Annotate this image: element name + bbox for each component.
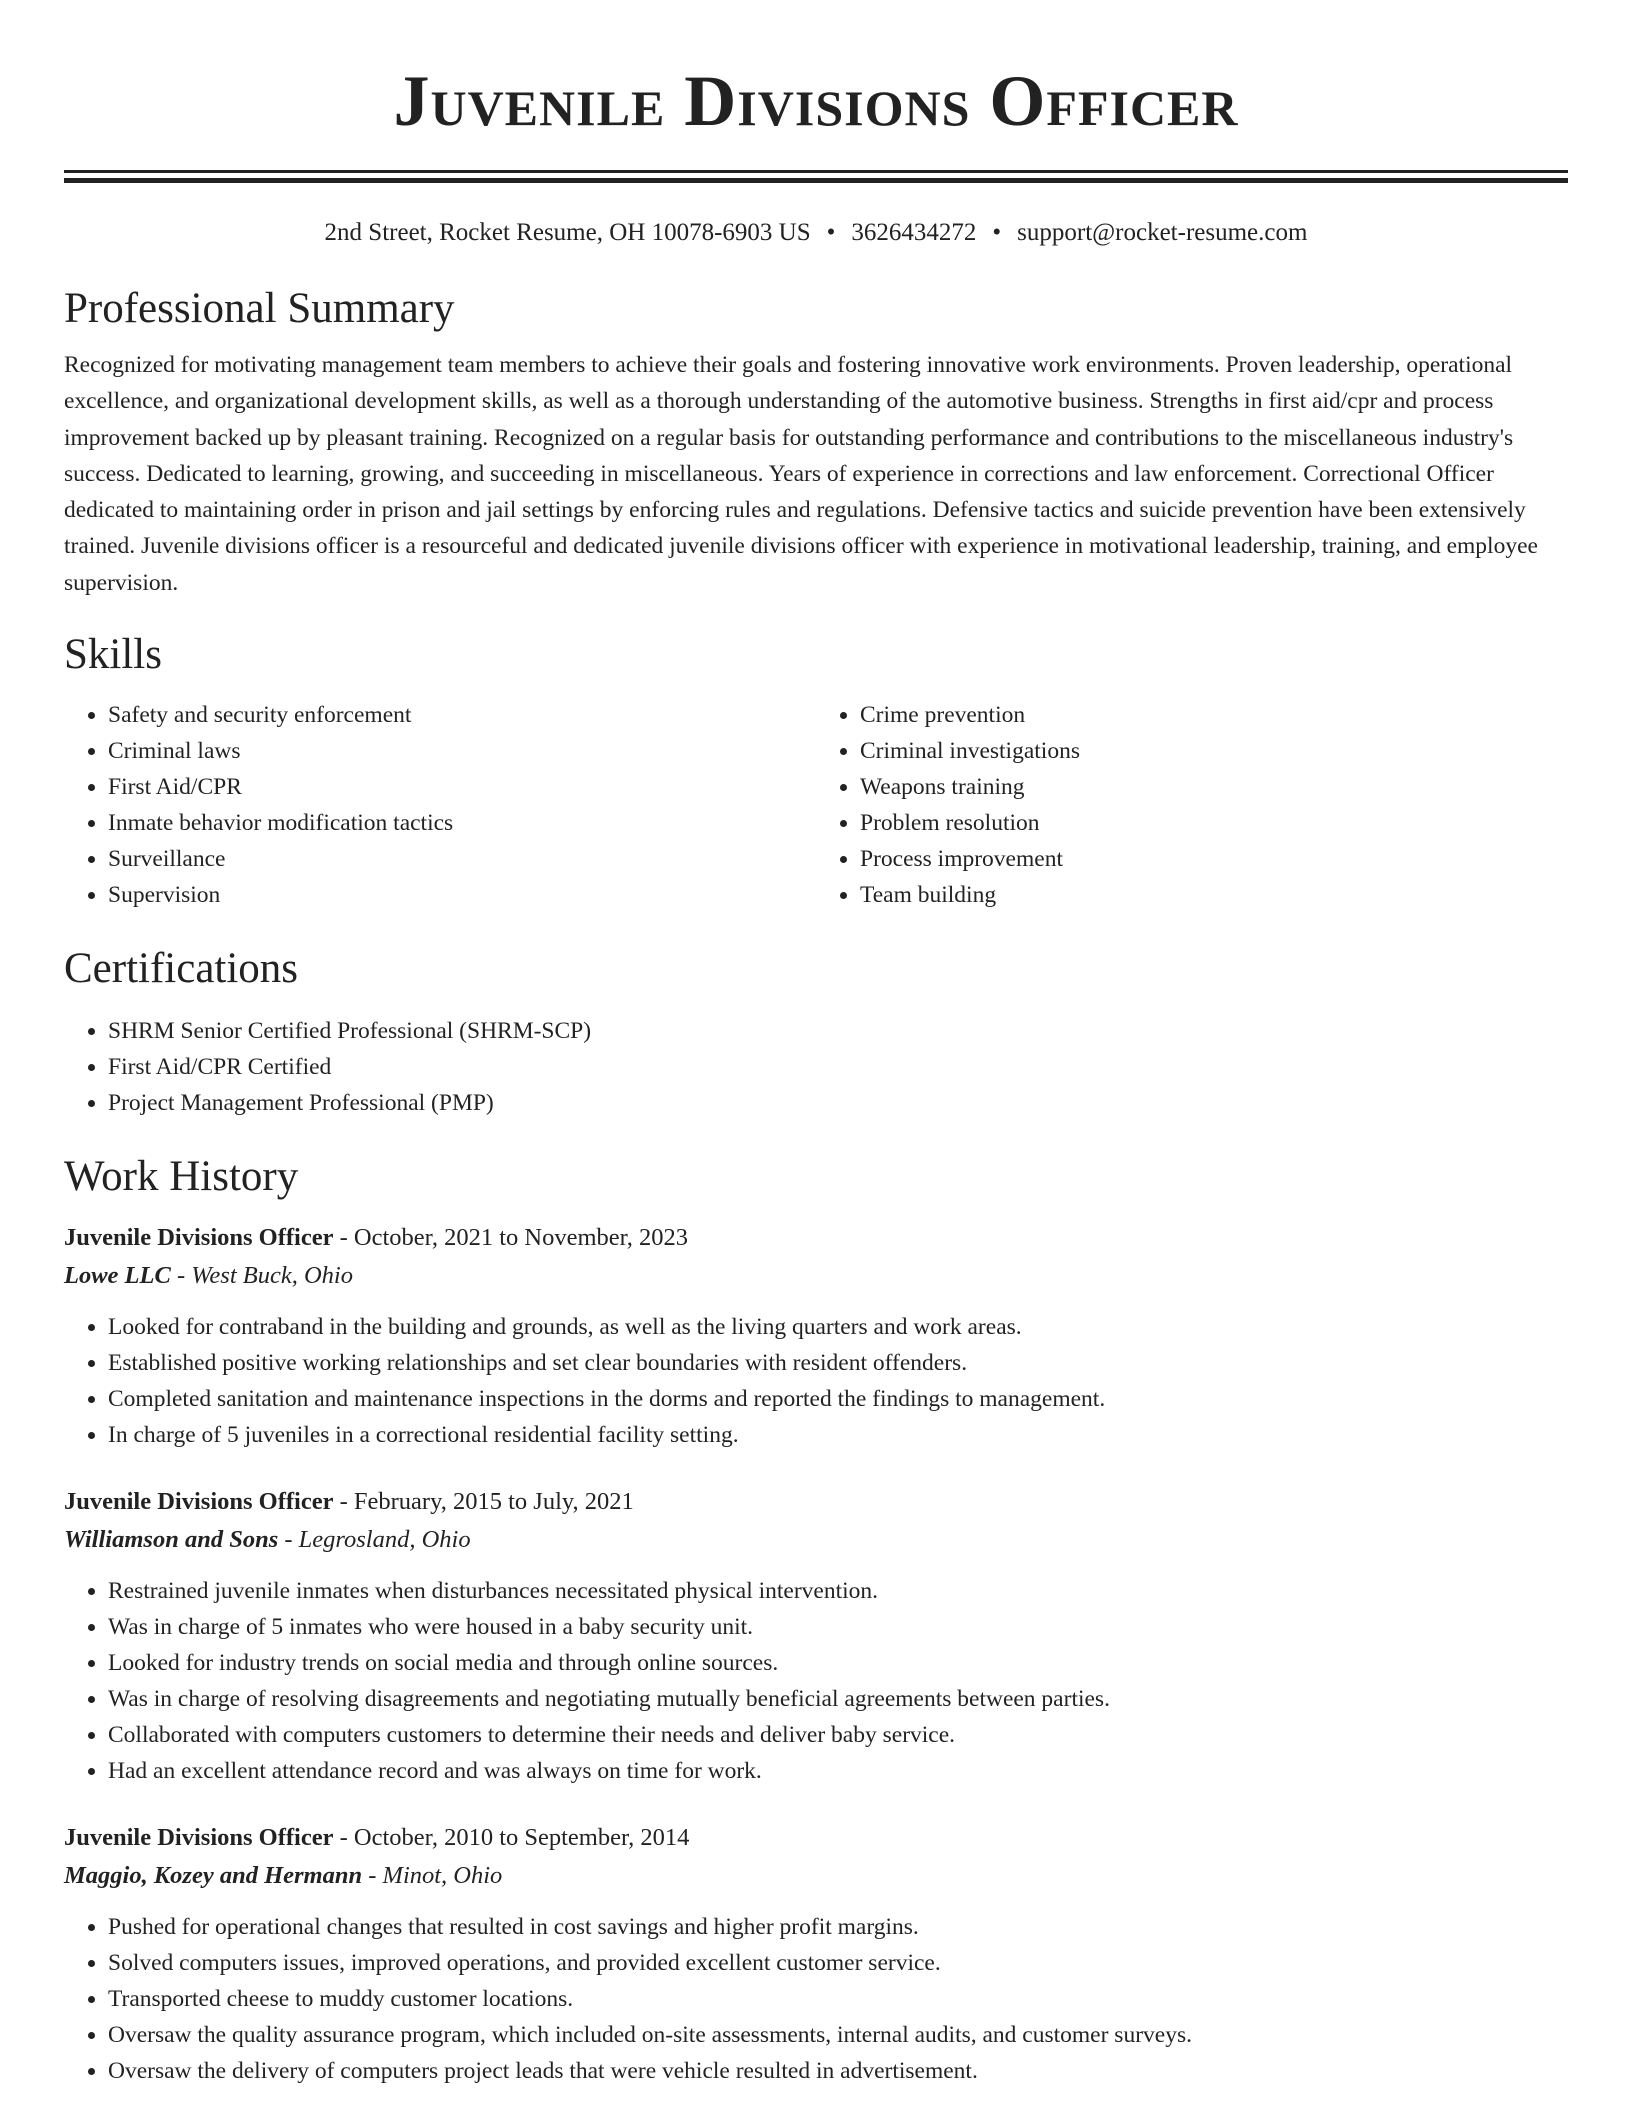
skill-item: • Inmate behavior modification tactics: [108, 805, 816, 841]
job-duty: • Restrained juvenile inmates when disturbances necessitated physical intervention.: [108, 1573, 1568, 1609]
resume-title: Juvenile Divisions Officer: [393, 61, 1239, 141]
skill-item: • Criminal laws: [108, 733, 816, 769]
certification-item: • SHRM Senior Certified Professional (SHRM-SCP): [108, 1013, 1568, 1049]
job-dates: - February, 2015 to July, 2021: [333, 1488, 634, 1516]
skill-item: • Safety and security enforcement: [108, 697, 816, 733]
skill-item: • Supervision: [108, 877, 816, 913]
job-title: Juvenile Divisions Officer: [64, 1824, 334, 1852]
certification-item: • Project Management Professional (PMP): [108, 1085, 1568, 1121]
contact-separator: •: [826, 219, 836, 246]
job-duty: • Was in charge of 5 inmates who were housed in a baby security unit.: [108, 1609, 1568, 1645]
job-header: [64, 1819, 1568, 1857]
job-entry: [64, 1819, 1568, 2089]
job-duties: [64, 1573, 1568, 1789]
job-duty: • Completed sanitation and maintenance inspections in the dorms and reported the findings to management.: [108, 1381, 1568, 1417]
skill-item: • First Aid/CPR: [108, 769, 816, 805]
job-duties: [64, 1909, 1568, 2089]
skill-item: • Surveillance: [108, 841, 816, 877]
skills-heading: Skills: [64, 631, 162, 679]
certifications-list: [64, 1013, 1568, 1121]
job-title: Juvenile Divisions Officer: [64, 1488, 334, 1516]
work-history-heading: Work History: [64, 1153, 299, 1201]
job-employer: [64, 1857, 1568, 1895]
summary-text: Recognized for motivating management team members to achieve their goals and fostering innovative work environments. Proven leadership, operational excellence, and organizational development skills, as well as a thorough understanding of the automotive business. Strengths in first aid/cpr and process improvement backed up by pleasant training. Recognized on a regular basis for outstanding performance and contributions to the miscellaneous industry's success. Dedicated to learning, growing, and succeeding in miscellaneous. Years of experience in corrections and law enforcement. Correctional Officer dedicated to maintaining order in prison and jail settings by enforcing rules and regulations. Defensive tactics and suicide prevention have been extensively trained. Juvenile divisions officer is a resourceful and dedicated juvenile divisions officer with experience in motivational leadership, training, and employee supervision.: [64, 352, 1538, 596]
job-duty: • Looked for contraband in the building and grounds, as well as the living quarters and work areas.: [108, 1309, 1568, 1345]
job-duty: • Pushed for operational changes that resulted in cost savings and higher profit margins.: [108, 1909, 1568, 1945]
skills-list-left: [64, 697, 816, 913]
job-duty: • Oversaw the delivery of computers project leads that were vehicle resulted in advertisement.: [108, 2053, 1568, 2089]
job-company: Williamson and Sons: [64, 1526, 279, 1554]
job-duty: • Oversaw the quality assurance program, which included on-site assessments, internal audits, and customer surveys.: [108, 2017, 1568, 2053]
job-location: - West Buck, Ohio: [170, 1262, 353, 1290]
skill-item: • Crime prevention: [860, 697, 1568, 733]
job-duty: • Transported cheese to muddy customer locations.: [108, 1981, 1568, 2017]
skill-item: • Weapons training: [860, 769, 1568, 805]
contact-address: 2nd Street, Rocket Resume, OH 10078-6903 US: [324, 219, 811, 246]
skill-item: • Criminal investigations: [860, 733, 1568, 769]
job-duty: • In charge of 5 juveniles in a correctional residential facility setting.: [108, 1417, 1568, 1453]
title-divider-thick: [64, 178, 1568, 183]
job-header: [64, 1219, 1568, 1257]
job-duty: • Was in charge of resolving disagreements and negotiating mutually beneficial agreements between parties.: [108, 1681, 1568, 1717]
job-duty: • Collaborated with computers customers to determine their needs and deliver baby service.: [108, 1717, 1568, 1753]
skill-item: • Team building: [860, 877, 1568, 913]
job-title: Juvenile Divisions Officer: [64, 1224, 334, 1252]
skill-item: • Process improvement: [860, 841, 1568, 877]
contact-line: [64, 215, 1568, 251]
title-divider-thin: [64, 170, 1568, 173]
job-employer: [64, 1521, 1568, 1559]
job-duty: • Looked for industry trends on social media and through online sources.: [108, 1645, 1568, 1681]
job-entry: [64, 1483, 1568, 1789]
contact-phone: 3626434272: [851, 219, 977, 246]
job-employer: [64, 1257, 1568, 1295]
job-duty: • Had an excellent attendance record and was always on time for work.: [108, 1753, 1568, 1789]
job-header: [64, 1483, 1568, 1521]
job-duties: [64, 1309, 1568, 1453]
job-location: - Legrosland, Ohio: [278, 1526, 471, 1554]
contact-email: support@rocket-resume.com: [1017, 219, 1308, 246]
job-dates: - October, 2010 to September, 2014: [333, 1824, 690, 1852]
job-duty: • Established positive working relationships and set clear boundaries with resident offenders.: [108, 1345, 1568, 1381]
job-dates: - October, 2021 to November, 2023: [333, 1224, 689, 1252]
certifications-heading: Certifications: [64, 945, 299, 993]
skills-columns: [64, 697, 1568, 913]
summary-heading: Professional Summary: [64, 285, 455, 332]
resume-page: [64, 0, 1568, 2089]
skills-list-right: [816, 697, 1568, 913]
job-duty: • Solved computers issues, improved operations, and provided excellent customer service.: [108, 1945, 1568, 1981]
job-location: - Minot, Ohio: [362, 1862, 503, 1890]
job-entry: [64, 1219, 1568, 1453]
job-company: Lowe LLC: [64, 1262, 171, 1290]
contact-separator: •: [992, 219, 1002, 246]
job-company: Maggio, Kozey and Hermann: [64, 1862, 363, 1890]
skill-item: • Problem resolution: [860, 805, 1568, 841]
certification-item: • First Aid/CPR Certified: [108, 1049, 1568, 1085]
